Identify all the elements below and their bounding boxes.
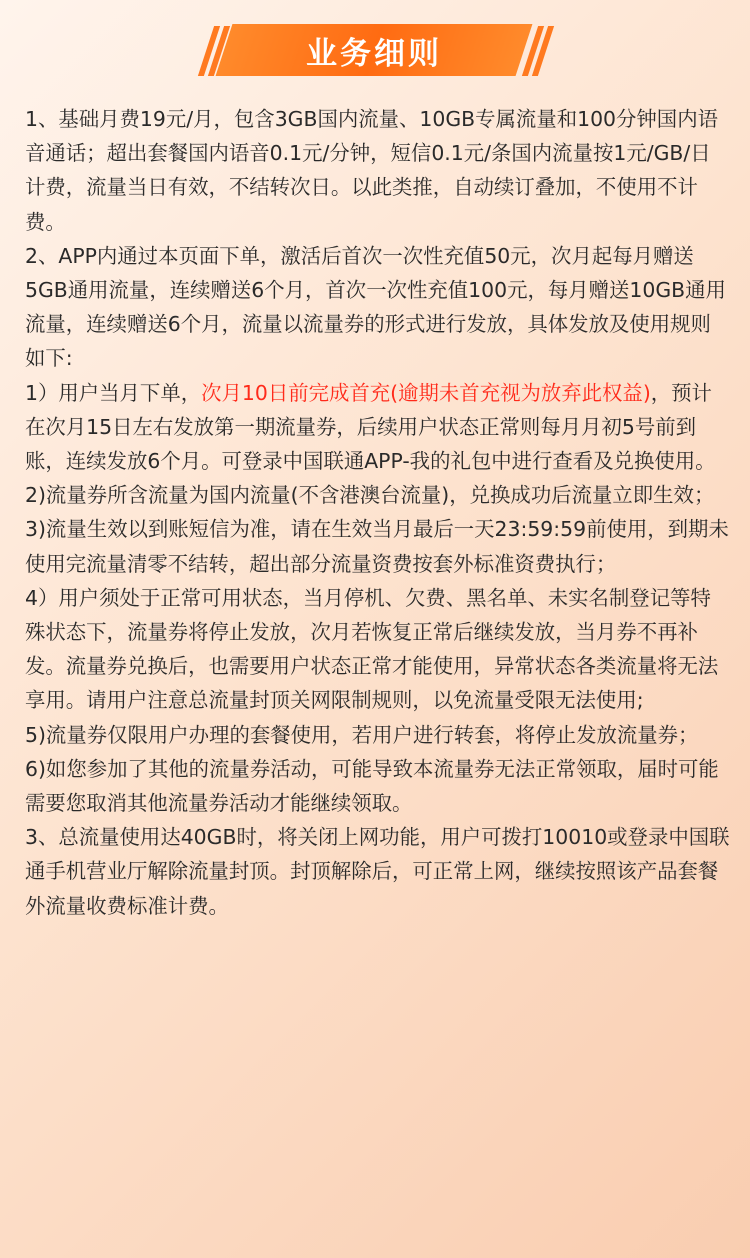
rule-2-item-1-highlight: 次月10日前完成首充(逾期未首充视为放弃此权益) xyxy=(201,380,651,405)
rule-2: 2、APP内通过本页面下单，激活后首次一次性充值50元，次月起每月赠送5GB通用流量，连续赠送6个月，首次一次性充值100元，每月赠送10GB通用流量，连续赠送6个月，流量以流量券的形式进行发放，具体发放及使用规则如下: xyxy=(25,243,726,371)
rule-2-item-1-lead: 1）用户当月下单， xyxy=(25,380,202,405)
rule-2-item-6: 6)如您参加了其他的流量券活动，可能导致本流量券无法正常领取，届时可能需要您取消其他流量券活动才能继续领取。 xyxy=(25,756,719,816)
rule-2-item-5: 5)流量券仅限用户办理的套餐使用，若用户进行转套，将停止发放流量券； xyxy=(25,722,699,747)
rule-3: 3、总流量使用达40GB时，将关闭上网功能，用户可拨打10010或登录中国联通手机营业厅解除流量封顶。封顶解除后，可正常上网，继续按照该产品套餐外流量收费标准计费。 xyxy=(25,825,730,918)
rule-2-item-2: 2)流量券所含流量为国内流量(不含港澳台流量)，兑换成功后流量立即生效； xyxy=(25,483,715,508)
rules-body xyxy=(25,102,730,923)
rule-1: 1、基础月费19元/月，包含3GB国内流量、10GB专属流量和100分钟国内语音通话；超出套餐国内语音0.1元/分钟，短信0.1元/条国内流量按1元/GB/日计费，流量当日有效，不结转次日。以此类推，自动续订叠加，不使用不计费。 xyxy=(25,107,718,234)
rule-2-item-1 xyxy=(25,376,730,479)
page-title: 业务细则 xyxy=(306,35,442,72)
rule-2-item-4: 4）用户须处于正常可用状态，当月停机、欠费、黑名单、未实名制登记等特殊状态下，流量券将停止发放，次月若恢复正常后继续发放，当月券不再补发。流量券兑换后，也需要用户状态正常才能使用，异常状态各类流量将无法享用。请用户注意总流量封顶关网限制规则，以免流量受限无法使用; xyxy=(25,585,719,713)
rule-2-item-1-rest: ，预计在次月15日左右发放第一期流量券，后续用户状态正常则每月月初5号前到账，连续发放6个月。可登录中国联通APP-我的礼包中进行查看及兑换使用。 xyxy=(25,380,716,474)
rule-2-item-3: 3)流量生效以到账短信为准，请在生效当月最后一天23:59:59前使用，到期未使用完流量清零不结转，超出部分流量资费按套外标准资费执行； xyxy=(25,517,729,576)
section-header xyxy=(0,18,750,80)
